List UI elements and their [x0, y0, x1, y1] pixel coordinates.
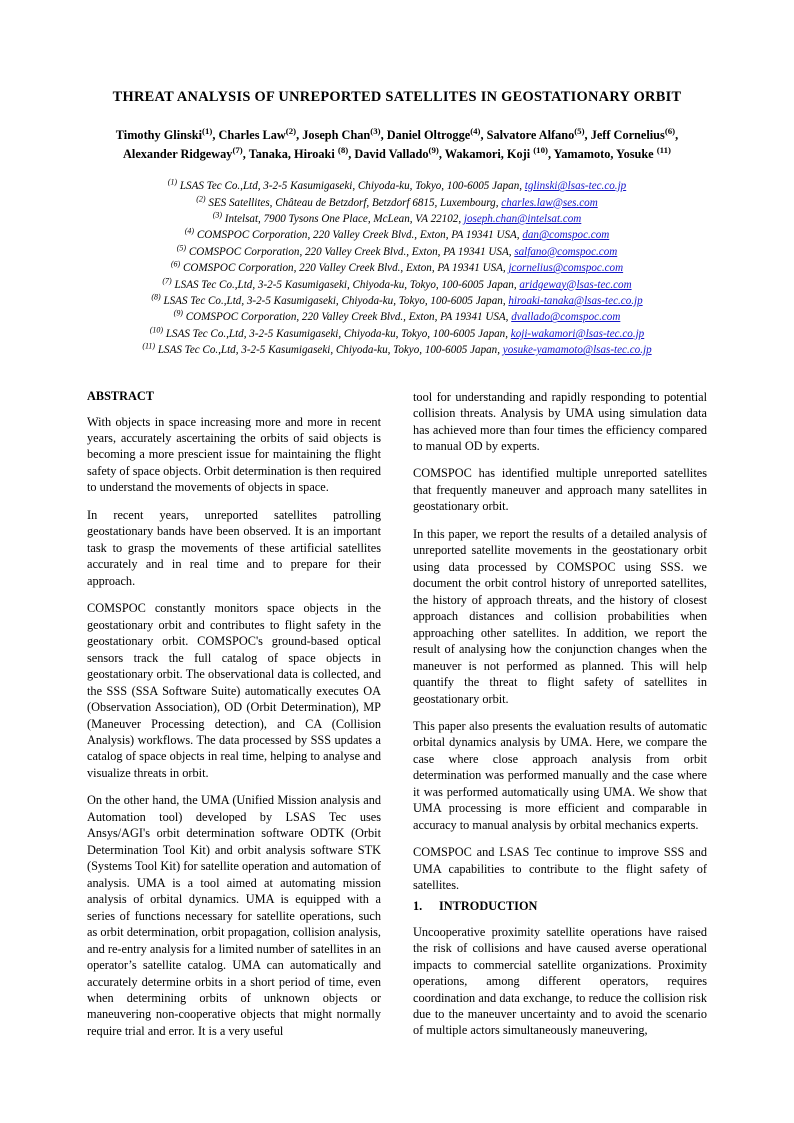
affiliation-line — [87, 309, 707, 325]
affiliation-address: COMSPOC Corporation, 220 Valley Creek Blvd., Exton, PA 19341 USA, — [186, 245, 515, 258]
affiliation-address: LSAS Tec Co.,Ltd, 3-2-5 Kasumigaseki, Chiyoda-ku, Tokyo, 100-6005 Japan, — [163, 327, 511, 340]
author-name: Yamamoto, Yosuke — [553, 147, 657, 162]
affiliation-marker: (9) — [173, 308, 183, 318]
paragraph: Uncooperative proximity satellite operations have raised the risk of collisions and have caused averse operational impacts to commercial satellite organizations. Proximity operations, among different operators, requires coordination and data exchange, to reduce the collision risk due to the maneuver uncertainty and to avoid the scenario of multiple actors simultaneously maneuvering, — [413, 924, 707, 1038]
author-list — [87, 126, 707, 164]
affiliation-line — [87, 178, 707, 194]
author-name: Daniel Oltrogge — [386, 128, 471, 142]
affiliation-email-link[interactable]: salfano@comspoc.com — [514, 245, 618, 258]
author-affiliation-marker: (2) — [285, 125, 297, 136]
affiliation-email-link[interactable]: dvallado@comspoc.com — [511, 311, 621, 324]
introduction-heading — [413, 899, 707, 915]
paragraph: With objects in space increasing more and more in recent years, accurately ascertaining the orbits of said objects is becoming a more prescient issue for maintaining the flight safety of space objects. Orbit determination is then required to understand the movements of objects in space. — [87, 414, 382, 495]
author-name: Jeff Cornelius — [590, 128, 665, 142]
author-separator: , — [296, 128, 303, 142]
affiliation-line — [87, 260, 707, 276]
paragraph: In this paper, we report the results of a detailed analysis of unreported satellite movements in the geostationary orbit using data processed by COMSPOC using SSS. we document the orbit control history of unreported satellites, the history of approach threats, and the history of closest approach distances and collision probabilities when approaching other satellites. In addition, we report the result of analysing how the conjunction changes when the maneuver is not performed as planned. This will help quantify the threat to flight safety of satellites in geostationary orbit. — [413, 526, 707, 706]
author-separator: , — [480, 128, 487, 142]
paragraph: COMSPOC has identified multiple unreported satellites that frequently maneuver and approach many satellites in geostationary orbit. — [413, 466, 707, 514]
author-name: Charles Law — [218, 128, 286, 142]
affiliation-address: LSAS Tec Co.,Ltd, 3-2-5 Kasumigaseki, Chiyoda-ku, Tokyo, 100-6005 Japan, — [155, 344, 503, 357]
section-number: 1. — [413, 898, 423, 913]
author-affiliation-marker: (1) — [202, 125, 213, 136]
affiliation-line — [87, 277, 707, 293]
affiliation-marker: (2) — [196, 193, 206, 203]
author-separator: , — [348, 147, 355, 162]
affiliation-line — [87, 244, 707, 260]
affiliation-address: LSAS Tec Co.,Ltd, 3-2-5 Kasumigaseki, Chiyoda-ku, Tokyo, 100-6005 Japan, — [160, 294, 509, 307]
affiliation-address: LSAS Tec Co.,Ltd, 3-2-5 Kasumigaseki, Chiyoda-ku, Tokyo, 100-6005 Japan, — [171, 278, 520, 291]
affiliation-email-link[interactable]: joseph.chan@intelsat.com — [463, 212, 582, 225]
affiliation-email-link[interactable]: hiroaki-tanaka@lsas-tec.co.jp — [508, 294, 643, 307]
right-column — [413, 389, 707, 1039]
affiliation-marker: (4) — [184, 226, 195, 236]
introduction-body — [413, 924, 707, 1039]
author-name: David Vallado — [354, 147, 429, 162]
paragraph: On the other hand, the UMA (Unified Mission analysis and Automation tool) developed by LSAS Tec uses Ansys/AGI's orbit determination software ODTK (Orbit Determination Tool Kit) and orbit analysis software STK (Systems Tool Kit) for satellite operation and automation of analysis. UMA is a tool aimed at automating mission analysis of orbital dynamics. UMA is equipped with a series of functions necessary for satellite operations, such as orbit determination, orbit propagation, collision analysis, and re-entry analysis for a limited number of satellites in an operator’s satellite catalog. UMA can automatically and accurately determine orbits in a short period of time, even when determining orbits of unknown objects or maneuvering non-cooperative objects that might normally require trial and error. It is a very useful — [87, 793, 381, 1038]
affiliation-address: COMSPOC Corporation, 220 Valley Creek Blvd., Exton, PA 19341 USA, — [180, 262, 509, 275]
author-name: Wakamori, Koji — [444, 147, 534, 162]
author-separator: , — [212, 128, 219, 142]
affiliation-marker: (3) — [212, 210, 222, 220]
author-separator: , — [675, 128, 679, 142]
affiliation-marker: (5) — [176, 243, 187, 253]
affiliation-marker: (6) — [170, 259, 181, 269]
author-affiliation-marker: (4) — [470, 125, 481, 136]
affiliation-line — [87, 227, 707, 243]
paragraph: tool for understanding and rapidly responding to potential collision threats. Analysis by UMA using simulation data has achieved more than four times the efficiency compared to manual OD by experts. — [413, 389, 707, 453]
affiliation-email-link[interactable]: dan@comspoc.com — [522, 229, 610, 242]
abstract-body — [87, 414, 381, 1040]
affiliation-line — [87, 211, 707, 227]
author-affiliation-marker: (11) — [656, 144, 671, 155]
affiliation-email-link[interactable]: tglinski@lsas-tec.co.jp — [524, 180, 627, 193]
affiliation-email-link[interactable]: koji-wakamori@lsas-tec.co.jp — [510, 327, 645, 340]
author-separator: , — [438, 147, 445, 162]
paragraph: COMSPOC constantly monitors space objects in the geostationary orbit and contributes to flight safety in the geostationary orbit. COMSPOC's ground-based optical sensors track the full catalog of space objects in geostationary orbit. The observational data is collected, and the SSS (SSA Software Suite) automatically executes OA (Observation Association), OD (Orbit Determination), MP (Maneuver Processing detection), and CA (Collision Analysis) workflows. The data processed by SSS updates a catalog of space objects in real time, helping to analyse and visualize threats in orbit. — [87, 601, 381, 780]
author-affiliation-marker: (7) — [232, 144, 243, 155]
author-separator: , — [547, 147, 554, 162]
affiliation-email-link[interactable]: yosuke-yamamoto@lsas-tec.co.jp — [502, 344, 652, 357]
author-line-1 — [89, 126, 705, 145]
affiliation-email-link[interactable]: jcornelius@comspoc.com — [508, 262, 624, 275]
affiliation-list — [87, 178, 707, 358]
affiliation-address: COMSPOC Corporation, 220 Valley Creek Blvd., Exton, PA 19341 USA, — [194, 229, 523, 242]
affiliation-line — [87, 195, 707, 211]
affiliation-line — [87, 326, 707, 342]
affiliation-marker: (1) — [167, 177, 178, 187]
author-name: Alexander Ridgeway — [123, 147, 233, 162]
left-column — [87, 389, 381, 1040]
affiliation-address: Intelsat, 7900 Tysons One Place, McLean, VA 22102, — [222, 212, 464, 225]
page-title: THREAT ANALYSIS OF UNREPORTED SATELLITES IN GEOSTATIONARY ORBIT — [112, 89, 682, 105]
author-name: Salvatore Alfano — [486, 128, 575, 142]
right-column-top-paragraphs — [413, 389, 707, 894]
affiliation-marker: (11) — [142, 341, 156, 351]
author-name: Tanaka, Hiroaki — [248, 147, 338, 162]
author-affiliation-marker: (9) — [428, 144, 439, 155]
paragraph: COMSPOC and LSAS Tec continue to improve SSS and UMA capabilities to contribute to the flight safety of satellites. — [413, 845, 707, 893]
affiliation-marker: (7) — [162, 275, 172, 285]
affiliation-line — [87, 342, 707, 358]
affiliation-address: SES Satellites, Château de Betzdorf, Betzdorf 6815, Luxembourg, — [205, 196, 502, 209]
author-line-2 — [89, 145, 705, 164]
author-separator: , — [380, 128, 387, 142]
paragraph: This paper also presents the evaluation results of automatic orbital dynamics analysis by UMA. Here, we compare the case where close approach analysis from orbit determination was performed manually and the case where it was performed automatically using UMA. We show that UMA processing is more efficient and comparable in accuracy to manual analysis by orbital mechanics experts. — [413, 719, 707, 832]
author-affiliation-marker: (10) — [533, 144, 548, 155]
author-name: Timothy Glinski — [115, 128, 203, 142]
author-affiliation-marker: (5) — [574, 125, 585, 136]
author-separator: , — [584, 128, 591, 142]
abstract-heading: ABSTRACT — [87, 388, 154, 403]
author-affiliation-marker: (6) — [664, 125, 676, 136]
affiliation-line — [87, 293, 707, 309]
section-title: INTRODUCTION — [439, 898, 538, 913]
author-separator: , — [242, 147, 249, 162]
affiliation-address: LSAS Tec Co.,Ltd, 3-2-5 Kasumigaseki, Chiyoda-ku, Tokyo, 100-6005 Japan, — [177, 180, 525, 193]
affiliation-address: COMSPOC Corporation, 220 Valley Creek Blvd., Exton, PA 19341 USA, — [182, 311, 512, 324]
body-columns — [87, 389, 707, 1040]
affiliation-marker: (10) — [149, 325, 164, 335]
author-name: Joseph Chan — [302, 128, 371, 142]
author-affiliation-marker: (3) — [370, 125, 381, 136]
affiliation-marker: (8) — [151, 292, 161, 302]
affiliation-email-link[interactable]: charles.law@ses.com — [501, 196, 598, 209]
affiliation-email-link[interactable]: aridgeway@lsas-tec.com — [519, 278, 632, 291]
author-affiliation-marker: (8) — [337, 144, 349, 155]
paragraph: In recent years, unreported satellites patrolling geostationary bands have been observed. It is an important task to grasp the movements of these artificial satellites accurately and in real time and to prepare for their approach. — [87, 507, 381, 588]
